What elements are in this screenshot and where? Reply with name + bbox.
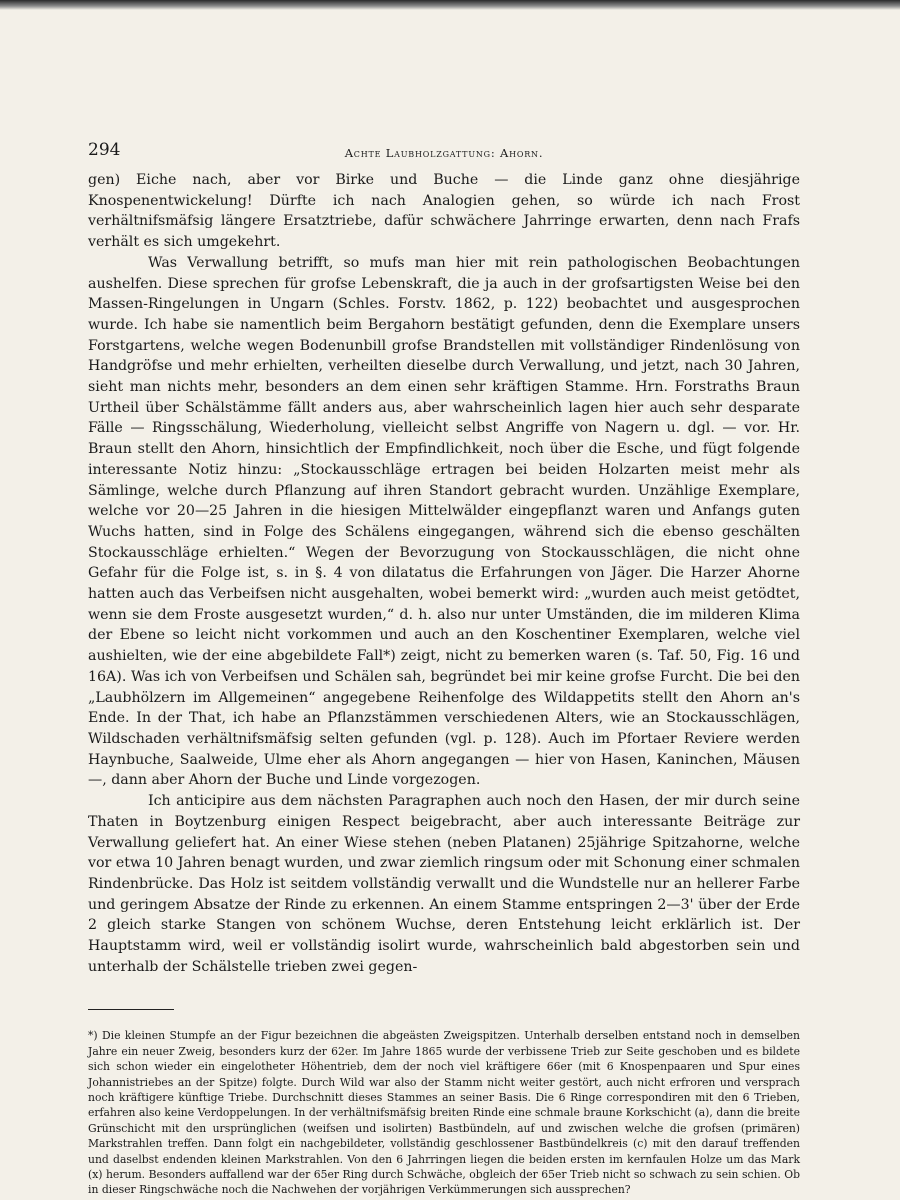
book-page — [88, 140, 805, 1198]
footnote-divider — [88, 1009, 174, 1010]
footnote: *) Die kleinen Stumpfe an der Figur bezeichnen die abgeästen Zweigspitzen. Unterhalb derselben entstand noch in demselben Jahre ein neuer Zweig, besonders kurz der 62er. Im Jahre 1865 wurde der verbissene Trieb zur Seite geschoben und es bildete sich schon wieder ein eingelotheter Höhentrieb, dem der noch viel kräftigere 66er (mit 6 Knospenpaaren und Spur eines Johannistriebes an der Spitze) folgte. Durch Wild war also der Stamm nicht weiter gestört, auch nicht erfroren und versprach noch kräftigere künftige Triebe. Durchschnitt dieses Stammes an seiner Basis. Die 6 Ringe correspondiren mit den 6 Trieben, erfahren also keine Verdoppelungen. In der verhältnifsmäfsig breiten Rinde eine schmale braune Korkschicht (a), dann die breite Grünschicht mit den ursprünglichen (weifsen und isolirten) Bastbündeln, auf und zwischen welche die grofsen (primären) Markstrahlen treffen. Dann folgt ein nachgebildeter, vollständig geschlossener Bastbündelkreis (c) mit den darauf treffenden und daselbst endenden kleinen Markstrahlen. Von den 6 Jahrringen liegen die beiden ersten im kernfaulen Holze um das Mark (x) herum. Besonders auffallend war der 65er Ring durch Schwäche, obgleich der 65er Trieb nicht so schwach zu sein schien. Ob in dieser Ringschwäche noch die Nachwehen der vorjährigen Verkümmerungen sich aussprechen? — [88, 1029, 800, 1197]
page-number: 294 — [88, 140, 121, 160]
paragraph-text: Ich anticipire aus dem nächsten Paragraphen auch noch den Hasen, der mir durch seine Thaten in Boytzenburg einigen Respect beigebracht, aber auch interessante Beiträge zur Verwallung geliefert hat. An einer Wiese stehen (neben Platanen) 25jährige Spitzahorne, welche vor etwa 10 Jahren benagt wurden, und zwar ziemlich ringsum oder mit Schonung einer schmalen Rindenbrücke. Das Holz ist seitdem vollständig verwallt und die Wundstelle nur an hellerer Farbe und geringem Absatze der Rinde zu erkennen. An einem Stamme entspringen 2—3' über der Erde 2 gleich starke Stangen von schönem Wuchse, deren Entstehung leicht erklärlich ist. Der Hauptstamm wird, weil er vollständig isolirt wurde, wahrscheinlich bald abgestorben sein und unterhalb der Schälstelle trieben zwei gegen- — [88, 793, 805, 975]
paragraph-text: gen) Eiche nach, aber vor Birke und Buche — die Linde ganz ohne diesjährige Knospenentwickelung! Dürfte ich nach Analogien gehen, so würde ich nach Frost verhältnifsmäfsig längere Ersatztriebe, dafür schwächere Jahrringe erwarten, denn nach Frafs verhält es sich umgekehrt. — [88, 172, 805, 251]
paragraph — [88, 253, 805, 791]
page-header — [88, 140, 800, 170]
running-title: Achte Laubholzgattung: Ahorn. — [344, 146, 544, 160]
paragraph — [88, 791, 805, 977]
paragraph — [88, 170, 805, 253]
scan-top-edge — [0, 0, 900, 10]
paragraph-text: Was Verwallung betrifft, so mufs man hier mit rein pathologischen Beobachtungen aushelfen. Diese sprechen für grofse Lebenskraft, die ja auch in der grofsartigsten Weise bei den Massen-Ringelungen in Ungarn (Schles. Forstv. 1862, p. 122) beobachtet und ausgesprochen wurde. Ich habe sie namentlich beim Bergahorn bestätigt gefunden, denn die Exemplare unsers Forstgartens, welche wegen Bodenunbill grofse Brandstellen mit vollständiger Rindenlösung von Handgröfse und mehr erhielten, verheilten dieselbe durch Verwallung, und jetzt, nach 30 Jahren, sieht man nichts mehr, besonders an dem einen sehr kräftigen Stamme. Hrn. Forstraths Braun Urtheil über Schälstämme fällt anders aus, aber wahrscheinlich lagen hier auch sehr desparate Fälle — Ringsschälung, Wiederholung, vielleicht selbst Angriffe von Nagern u. dgl. — vor. Hr. Braun stellt den Ahorn, hinsichtlich der Empfindlichkeit, noch über die Esche, und fügt folgende interessante Notiz hinzu: „Stockausschläge ertragen bei beiden Holzarten meist mehr als Sämlinge, welche durch Pflanzung auf ihren Standort gebracht wurden. Unzählige Exemplare, welche vor 20—25 Jahren in die hiesigen Mittelwälder eingepflanzt waren und Anfangs guten Wuchs hatten, sind in Folge des Schälens eingegangen, während sich die ebenso geschälten Stockausschläge erhielten.“ Wegen der Bevorzugung von Stockausschlägen, die nicht ohne Gefahr für die Folge ist, s. in §. 4 von dilatatus die Erfahrungen von Jäger. Die Harzer Ahorne hatten auch das Verbeifsen nicht ausgehalten, wobei bemerkt wird: „wurden auch meist getödtet, wenn sie dem Froste ausgesetzt wurden,“ d. h. also nur unter Umständen, die im milderen Klima der Ebene so leicht nicht vorkommen und auch an den Koschentiner Exemplaren, welche viel aushielten, wie der eine abgebildete Fall*) zeigt, nicht zu bemerken waren (s. Taf. 50, Fig. 16 und 16A). Was ich von Verbeifsen und Schälen sah, begründet bei mir keine grofse Furcht. Die bei den „Laubhölzern im Allgemeinen“ angegebene Reihenfolge des Wildappetits stellt den Ahorn an's Ende. In der That, ich habe an Pflanzstämmen verschiedenen Alters, wie an Stockausschlägen, Wildschaden verhältnifsmäfsig selten gefunden (vgl. p. 128). Auch im Pfortaer Reviere werden Haynbuche, Saalweide, Ulme eher als Ahorn angegangen — hier von Hasen, Kaninchen, Mäusen —, dann aber Ahorn der Buche und Linde vorgezogen. — [88, 254, 805, 789]
